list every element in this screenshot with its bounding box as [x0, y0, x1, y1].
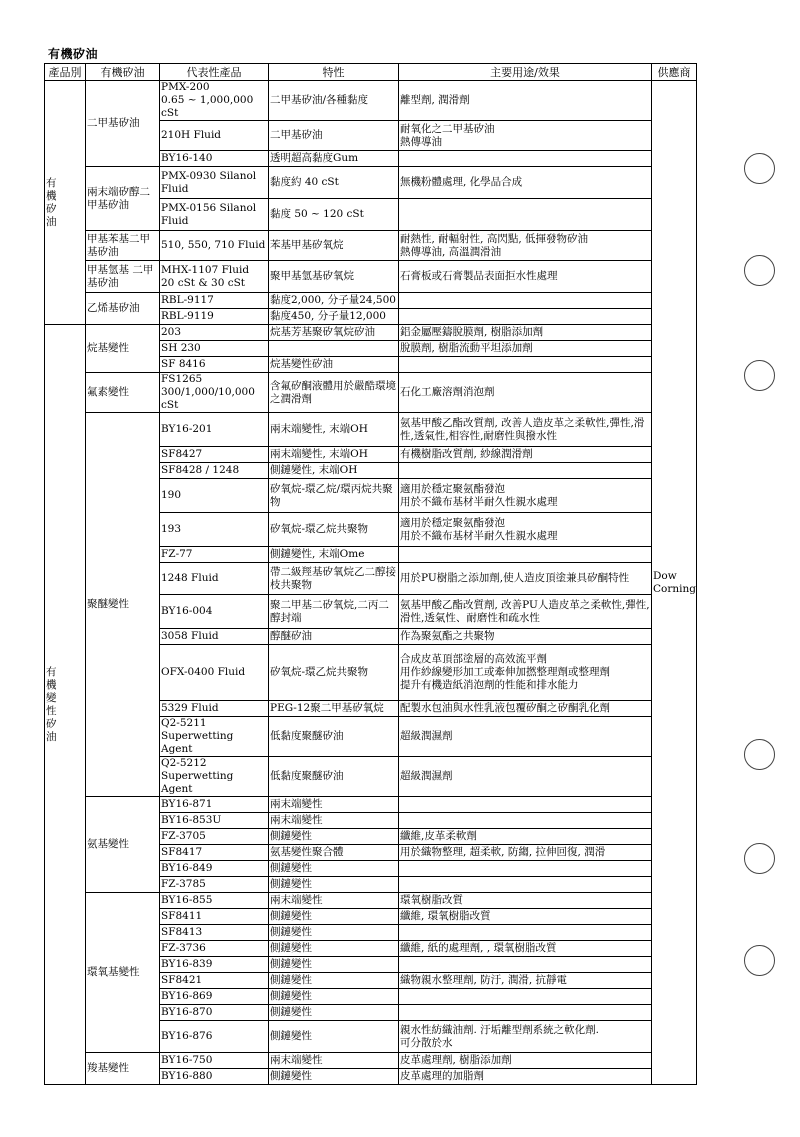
usage-cell: 親水性紡織油劑. 汙垢離型劑系統之軟化劑. 可分散於水 — [399, 1021, 652, 1053]
usage-cell: 耐氧化之二甲基矽油 熱傳導油 — [399, 121, 652, 151]
product-cell: 190 — [160, 479, 269, 513]
table-row — [45, 167, 697, 199]
product-cell: FZ-77 — [160, 547, 269, 563]
usage-cell — [399, 309, 652, 325]
product-cell: BY16-750 — [160, 1053, 269, 1069]
product-cell: 1248 Fluid — [160, 563, 269, 595]
usage-cell — [399, 293, 652, 309]
usage-cell: 纖維,皮革柔軟劑 — [399, 829, 652, 845]
property-cell: 苯基甲基矽氧烷 — [269, 231, 399, 261]
product-cell: BY16-839 — [160, 957, 269, 973]
property-cell: 二甲基矽油 — [269, 121, 399, 151]
product-cell: BY16-855 — [160, 893, 269, 909]
usage-cell: 作為聚氨酯之共聚物 — [399, 629, 652, 645]
subcategory-cell: 二甲基矽油 — [86, 81, 160, 167]
usage-cell — [399, 1005, 652, 1021]
product-cell: PMX-0930 Silanol Fluid — [160, 167, 269, 199]
usage-cell — [399, 547, 652, 563]
product-cell: BY16-849 — [160, 861, 269, 877]
property-cell: 兩末端變性 — [269, 1053, 399, 1069]
subcategory-cell: 聚醚變性 — [86, 413, 160, 797]
category-cell — [45, 81, 86, 325]
usage-cell: 適用於穩定聚氨酯發泡 用於不織布基材半耐久性親水處理 — [399, 513, 652, 547]
usage-cell: 離型劑, 潤滑劑 — [399, 81, 652, 121]
property-cell: 黏度 50 ~ 120 cSt — [269, 199, 399, 231]
product-cell: OFX-0400 Fluid — [160, 645, 269, 701]
product-cell: BY16-140 — [160, 151, 269, 167]
column-header: 供應商 — [652, 64, 697, 81]
usage-cell: 適用於穩定聚氨酯發泡 用於不織布基材半耐久性親水處理 — [399, 479, 652, 513]
binder-hole-icon — [744, 945, 775, 976]
usage-cell: 耐熱性, 耐輻射性, 高閃點, 低揮發物矽油 熱傳導油, 高溫潤滑油 — [399, 231, 652, 261]
product-cell: SF8421 — [160, 973, 269, 989]
property-cell: 側鏈變性 — [269, 877, 399, 893]
property-cell: 兩末端變性, 末端OH — [269, 413, 399, 447]
usage-cell: 皮革處理劑, 樹脂添加劑 — [399, 1053, 652, 1069]
property-cell: 氨基變性聚合體 — [269, 845, 399, 861]
property-cell: 側鏈變性 — [269, 1005, 399, 1021]
usage-cell: 用於織物整理, 超柔軟, 防縐, 拉伸回復, 潤滑 — [399, 845, 652, 861]
usage-cell: 皮革處理的加脂劑 — [399, 1069, 652, 1085]
product-cell: BY16-869 — [160, 989, 269, 1005]
property-cell: 兩末端變性 — [269, 797, 399, 813]
usage-cell: 纖維, 紙的處理劑, , 環氧樹脂改質 — [399, 941, 652, 957]
product-cell: 210H Fluid — [160, 121, 269, 151]
property-cell: 矽氧烷-環乙烷共聚物 — [269, 513, 399, 547]
property-cell: 低黏度聚醚矽油 — [269, 717, 399, 757]
property-cell: 透明超高黏度Gum — [269, 151, 399, 167]
category-label: 有機變性矽油 — [46, 665, 57, 743]
subcategory-cell: 環氧基變性 — [86, 893, 160, 1053]
property-cell: 兩末端變性 — [269, 813, 399, 829]
property-cell: 醇醚矽油 — [269, 629, 399, 645]
usage-cell: 氨基甲酸乙酯改質劑, 改善PU人造皮革之柔軟性,彈性,滑性,透氣性、耐磨性和疏水性 — [399, 595, 652, 629]
product-cell: BY16-871 — [160, 797, 269, 813]
usage-cell: 合成皮革頂部塗層的高效流平劑 用作紗線變形加工或牽伸加撚整理劑或整理劑 提升有機造紙消泡劑的性能和排水能力 — [399, 645, 652, 701]
page-title: 有機矽油 — [48, 47, 99, 61]
binder-hole-icon — [744, 843, 775, 874]
table-row — [45, 81, 697, 121]
column-header: 產品別 — [45, 64, 86, 81]
usage-cell: 超級潤濕劑 — [399, 757, 652, 797]
subcategory-cell: 氟素變性 — [86, 373, 160, 413]
usage-cell — [399, 877, 652, 893]
property-cell: 聚二甲基二矽氧烷,二丙二醇封端 — [269, 595, 399, 629]
property-cell: 聚甲基氫基矽氧烷 — [269, 261, 399, 293]
property-cell — [269, 341, 399, 357]
table-row — [45, 325, 697, 341]
column-header: 特性 — [269, 64, 399, 81]
usage-cell — [399, 925, 652, 941]
usage-cell: 超級潤濕劑 — [399, 717, 652, 757]
usage-cell: 石膏板或石膏製品表面拒水性處理 — [399, 261, 652, 293]
subcategory-cell: 氨基變性 — [86, 797, 160, 893]
property-cell: 烷基芳基聚矽氧烷矽油 — [269, 325, 399, 341]
property-cell: 側鏈變性 — [269, 989, 399, 1005]
product-cell: Q2-5211 Superwetting Agent — [160, 717, 269, 757]
table-row — [45, 293, 697, 309]
column-header: 有機矽油 — [86, 64, 160, 81]
binder-hole-icon — [744, 255, 775, 286]
usage-cell: 鋁金屬壓鑄脫膜劑, 樹脂添加劑 — [399, 325, 652, 341]
product-cell: MHX-1107 Fluid 20 cSt & 30 cSt — [160, 261, 269, 293]
usage-cell — [399, 151, 652, 167]
usage-cell — [399, 463, 652, 479]
property-cell: 黏度450, 分子量12,000 — [269, 309, 399, 325]
property-cell: 側鏈變性 — [269, 1021, 399, 1053]
header-row — [45, 64, 697, 81]
usage-cell — [399, 957, 652, 973]
property-cell: 兩末端變性, 末端OH — [269, 447, 399, 463]
property-cell: 黏度約 40 cSt — [269, 167, 399, 199]
property-cell: 側鏈變性 — [269, 909, 399, 925]
property-cell: 矽氧烷-環乙烷/環丙烷共聚物 — [269, 479, 399, 513]
subcategory-cell: 烷基變性 — [86, 325, 160, 373]
product-cell: SH 230 — [160, 341, 269, 357]
product-cell: SF 8416 — [160, 357, 269, 373]
product-cell: 203 — [160, 325, 269, 341]
table-row — [45, 231, 697, 261]
usage-cell: 脫膜劑, 樹脂流動平坦添加劑 — [399, 341, 652, 357]
binder-hole-icon — [744, 153, 775, 184]
table-row — [45, 413, 697, 447]
usage-cell — [399, 813, 652, 829]
product-cell: Q2-5212 Superwetting Agent — [160, 757, 269, 797]
usage-cell: 纖維, 環氧樹脂改質 — [399, 909, 652, 925]
product-cell: RBL-9119 — [160, 309, 269, 325]
property-cell: 側鏈變性, 末端OH — [269, 463, 399, 479]
property-cell: 二甲基矽油/各種黏度 — [269, 81, 399, 121]
product-cell: BY16-876 — [160, 1021, 269, 1053]
subcategory-cell: 甲基苯基二甲基矽油 — [86, 231, 160, 261]
binder-hole-icon — [744, 739, 775, 770]
product-cell: BY16-880 — [160, 1069, 269, 1085]
product-cell: RBL-9117 — [160, 293, 269, 309]
table-row — [45, 797, 697, 813]
product-cell: 510, 550, 710 Fluid — [160, 231, 269, 261]
usage-cell: 氨基甲酸乙酯改質劑, 改善人造皮革之柔軟性,彈性,滑性,透氣性,相容性,耐磨性與撥水性 — [399, 413, 652, 447]
property-cell: 側鏈變性 — [269, 973, 399, 989]
product-cell: PMX-0156 Silanol Fluid — [160, 199, 269, 231]
product-cell: SF8427 — [160, 447, 269, 463]
table-row — [45, 893, 697, 909]
table-row — [45, 373, 697, 413]
product-cell: FZ-3785 — [160, 877, 269, 893]
property-cell: 側鏈變性 — [269, 957, 399, 973]
table-row — [45, 1053, 697, 1069]
usage-cell: 石化工廠溶劑消泡劑 — [399, 373, 652, 413]
property-cell: 側鏈變性 — [269, 925, 399, 941]
product-cell: PMX-200 0.65 ~ 1,000,000 cSt — [160, 81, 269, 121]
property-cell: 側鏈變性, 末端Ome — [269, 547, 399, 563]
subcategory-cell: 甲基氫基 二甲基矽油 — [86, 261, 160, 293]
product-cell: BY16-853U — [160, 813, 269, 829]
category-cell — [45, 325, 86, 1085]
product-cell: BY16-004 — [160, 595, 269, 629]
property-cell: 側鏈變性 — [269, 941, 399, 957]
usage-cell: 織物親水整理劑, 防汙, 潤滑, 抗靜電 — [399, 973, 652, 989]
product-cell: 193 — [160, 513, 269, 547]
property-cell: 黏度2,000, 分子量24,500 — [269, 293, 399, 309]
product-cell: SF8417 — [160, 845, 269, 861]
property-cell: 兩末端變性 — [269, 893, 399, 909]
product-cell: FS1265 300/1,000/10,000 cSt — [160, 373, 269, 413]
product-cell: SF8428 / 1248 — [160, 463, 269, 479]
property-cell: 側鏈變性 — [269, 829, 399, 845]
product-cell: 3058 Fluid — [160, 629, 269, 645]
column-header: 主要用途/效果 — [399, 64, 652, 81]
product-cell: FZ-3705 — [160, 829, 269, 845]
property-cell: 帶二級羥基矽氧烷乙二醇接枝共聚物 — [269, 563, 399, 595]
usage-cell — [399, 199, 652, 231]
usage-cell: 有機樹脂改質劑, 紗線潤滑劑 — [399, 447, 652, 463]
property-cell: 含氟矽酮液體用於嚴酷環境之潤滑劑 — [269, 373, 399, 413]
product-cell: SF8413 — [160, 925, 269, 941]
product-cell: BY16-201 — [160, 413, 269, 447]
usage-cell — [399, 357, 652, 373]
product-cell: SF8411 — [160, 909, 269, 925]
supplier-cell: Dow Corning — [652, 81, 697, 1085]
usage-cell — [399, 797, 652, 813]
table-row — [45, 261, 697, 293]
usage-cell — [399, 989, 652, 1005]
usage-cell — [399, 861, 652, 877]
subcategory-cell: 乙烯基矽油 — [86, 293, 160, 325]
usage-cell: 用於PU樹脂之添加劑,使人造皮頂塗兼具矽酮特性 — [399, 563, 652, 595]
product-cell: 5329 Fluid — [160, 701, 269, 717]
usage-cell: 配製水包油與水性乳液包覆矽酮之矽酮乳化劑 — [399, 701, 652, 717]
binder-hole-icon — [744, 360, 775, 391]
usage-cell: 無機粉體處理, 化學品合成 — [399, 167, 652, 199]
column-header: 代表性產品 — [160, 64, 269, 81]
category-label: 有機矽油 — [46, 176, 57, 228]
property-cell: 低黏度聚醚矽油 — [269, 757, 399, 797]
subcategory-cell: 羧基變性 — [86, 1053, 160, 1085]
property-cell: 側鏈變性 — [269, 861, 399, 877]
subcategory-cell: 兩末端矽醇二甲基矽油 — [86, 167, 160, 231]
property-cell: 側鏈變性 — [269, 1069, 399, 1085]
usage-cell: 環氧樹脂改質 — [399, 893, 652, 909]
product-cell: FZ-3736 — [160, 941, 269, 957]
product-table — [44, 63, 697, 1085]
property-cell: 矽氧烷-環乙烷共聚物 — [269, 645, 399, 701]
property-cell: PEG-12聚二甲基矽氧烷 — [269, 701, 399, 717]
property-cell: 烷基變性矽油 — [269, 357, 399, 373]
product-cell: BY16-870 — [160, 1005, 269, 1021]
